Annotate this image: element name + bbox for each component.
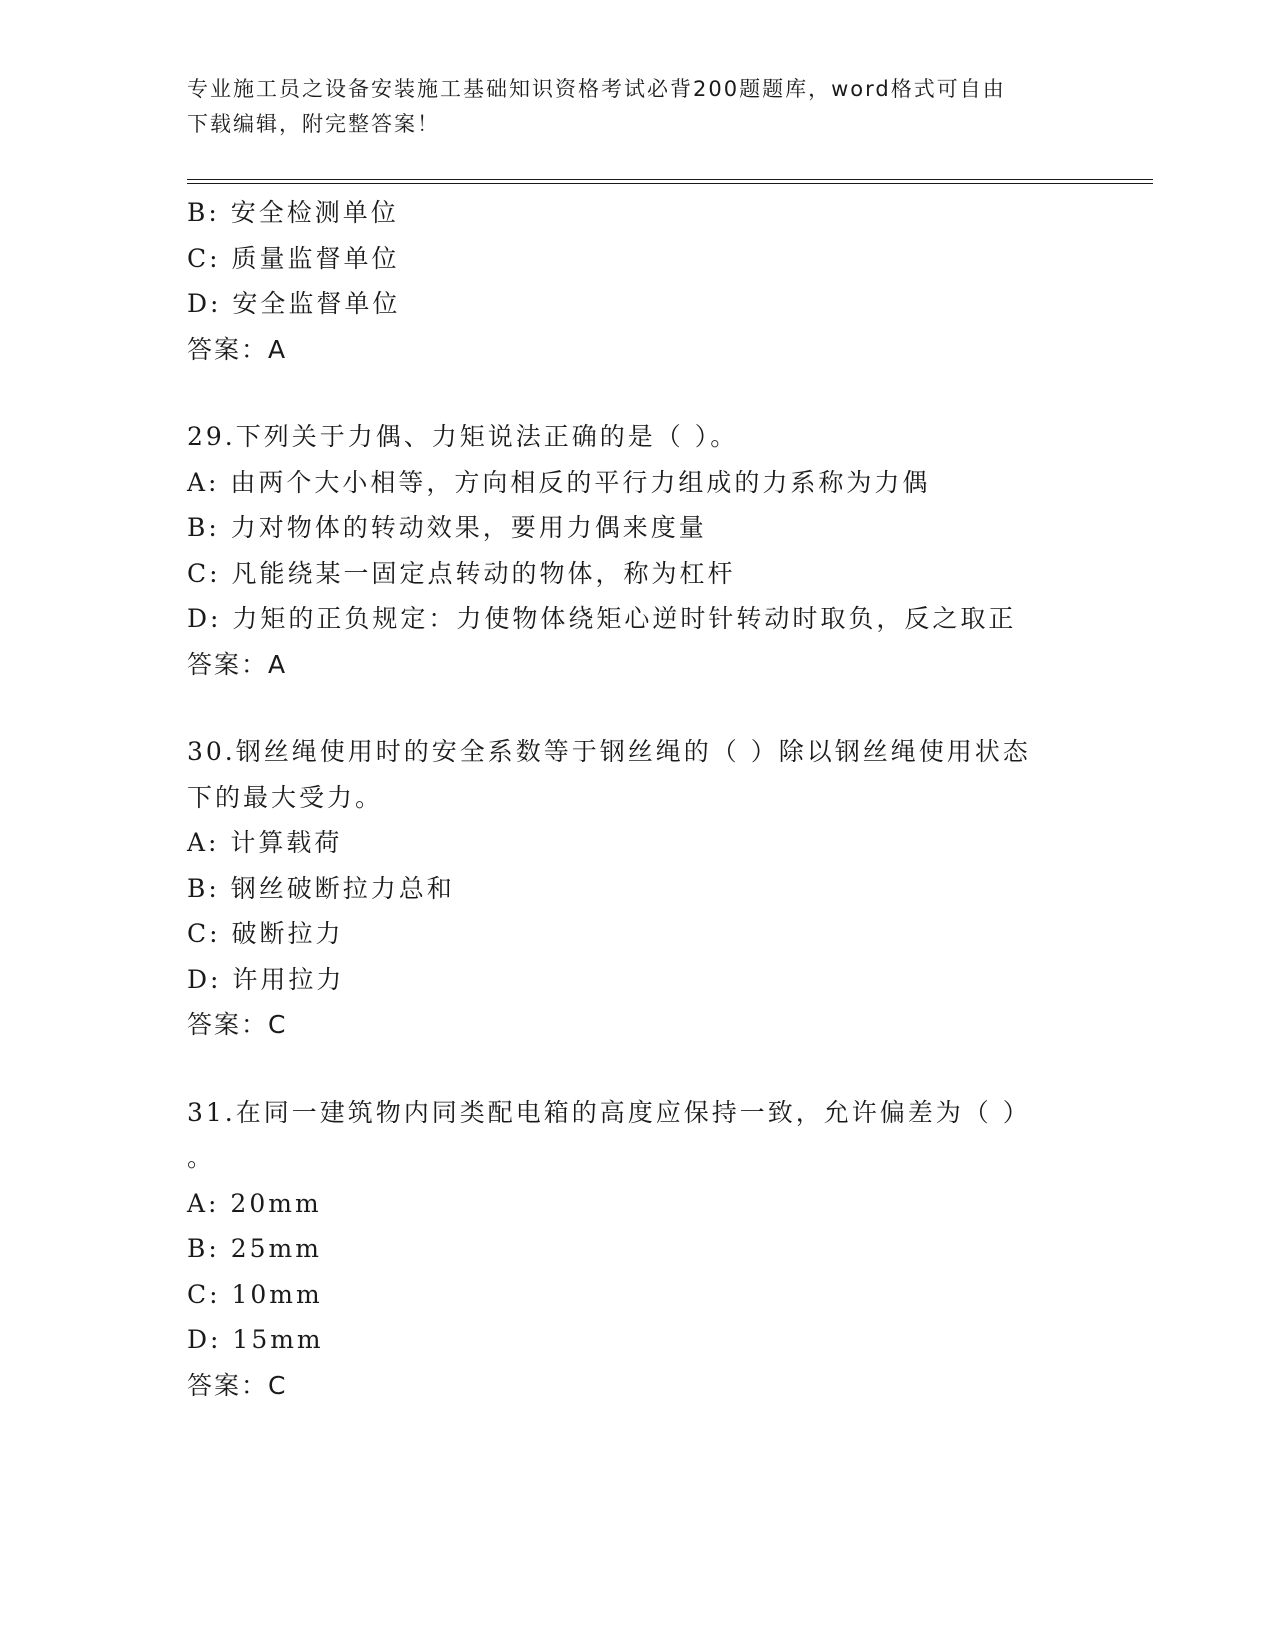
option-a: A: 20mm	[187, 1188, 322, 1218]
header-divider-top	[187, 179, 1153, 180]
option-b: B: 力对物体的转动效果，要用力偶来度量	[187, 513, 707, 542]
question-stem: 31.在同一建筑物内同类配电箱的高度应保持一致，允许偏差为（ ）	[187, 1097, 1031, 1127]
question-stem: 29.下列关于力偶、力矩说法正确的是（ ）。	[187, 422, 739, 451]
option-d: D: 许用拉力	[187, 964, 345, 994]
question-stem: 30.钢丝绳使用时的安全系数等于钢丝绳的（ ）除以钢丝绳使用状态	[187, 737, 1031, 766]
option-c: C: 质量监督单位	[187, 243, 400, 273]
question-stem-continued: 下的最大受力。	[187, 782, 384, 812]
question-31	[187, 1090, 1087, 1409]
spacer	[187, 1048, 1087, 1090]
spacer	[187, 372, 1087, 414]
header-title-line-2: 下载编辑，附完整答案！	[187, 112, 440, 136]
question-30	[187, 729, 1087, 1048]
answer-line: 答案：A	[187, 649, 288, 679]
question-29	[187, 414, 1087, 687]
question-list	[187, 190, 1087, 1408]
option-d: D: 15mm	[187, 1325, 324, 1354]
option-a: A: 计算载荷	[187, 828, 343, 857]
option-b: B: 安全检测单位	[187, 198, 399, 227]
question-28-continuation	[187, 190, 1087, 372]
question-stem-continued: 。	[187, 1143, 216, 1172]
option-d: D: 力矩的正负规定：力使物体绕矩心逆时针转动时取负，反之取正	[187, 604, 1017, 633]
header-divider-bottom	[187, 183, 1153, 184]
option-c: C: 凡能绕某一固定点转动的物体，称为杠杆	[187, 558, 736, 588]
document-header	[187, 72, 1067, 142]
spacer	[187, 687, 1087, 729]
answer-line: 答案：C	[187, 1370, 288, 1400]
option-c: C: 破断拉力	[187, 919, 344, 948]
header-title-line-1: 专业施工员之设备安装施工基础知识资格考试必背200题题库，word格式可自由	[187, 77, 1006, 101]
answer-line: 答案：C	[187, 1010, 288, 1039]
option-b: B: 25mm	[187, 1234, 322, 1263]
option-c: C: 10mm	[187, 1279, 323, 1309]
option-d: D: 安全监督单位	[187, 289, 401, 318]
option-b: B: 钢丝破断拉力总和	[187, 873, 455, 903]
answer-line: 答案：A	[187, 334, 288, 364]
option-a: A: 由两个大小相等，方向相反的平行力组成的力系称为力偶	[187, 467, 931, 497]
